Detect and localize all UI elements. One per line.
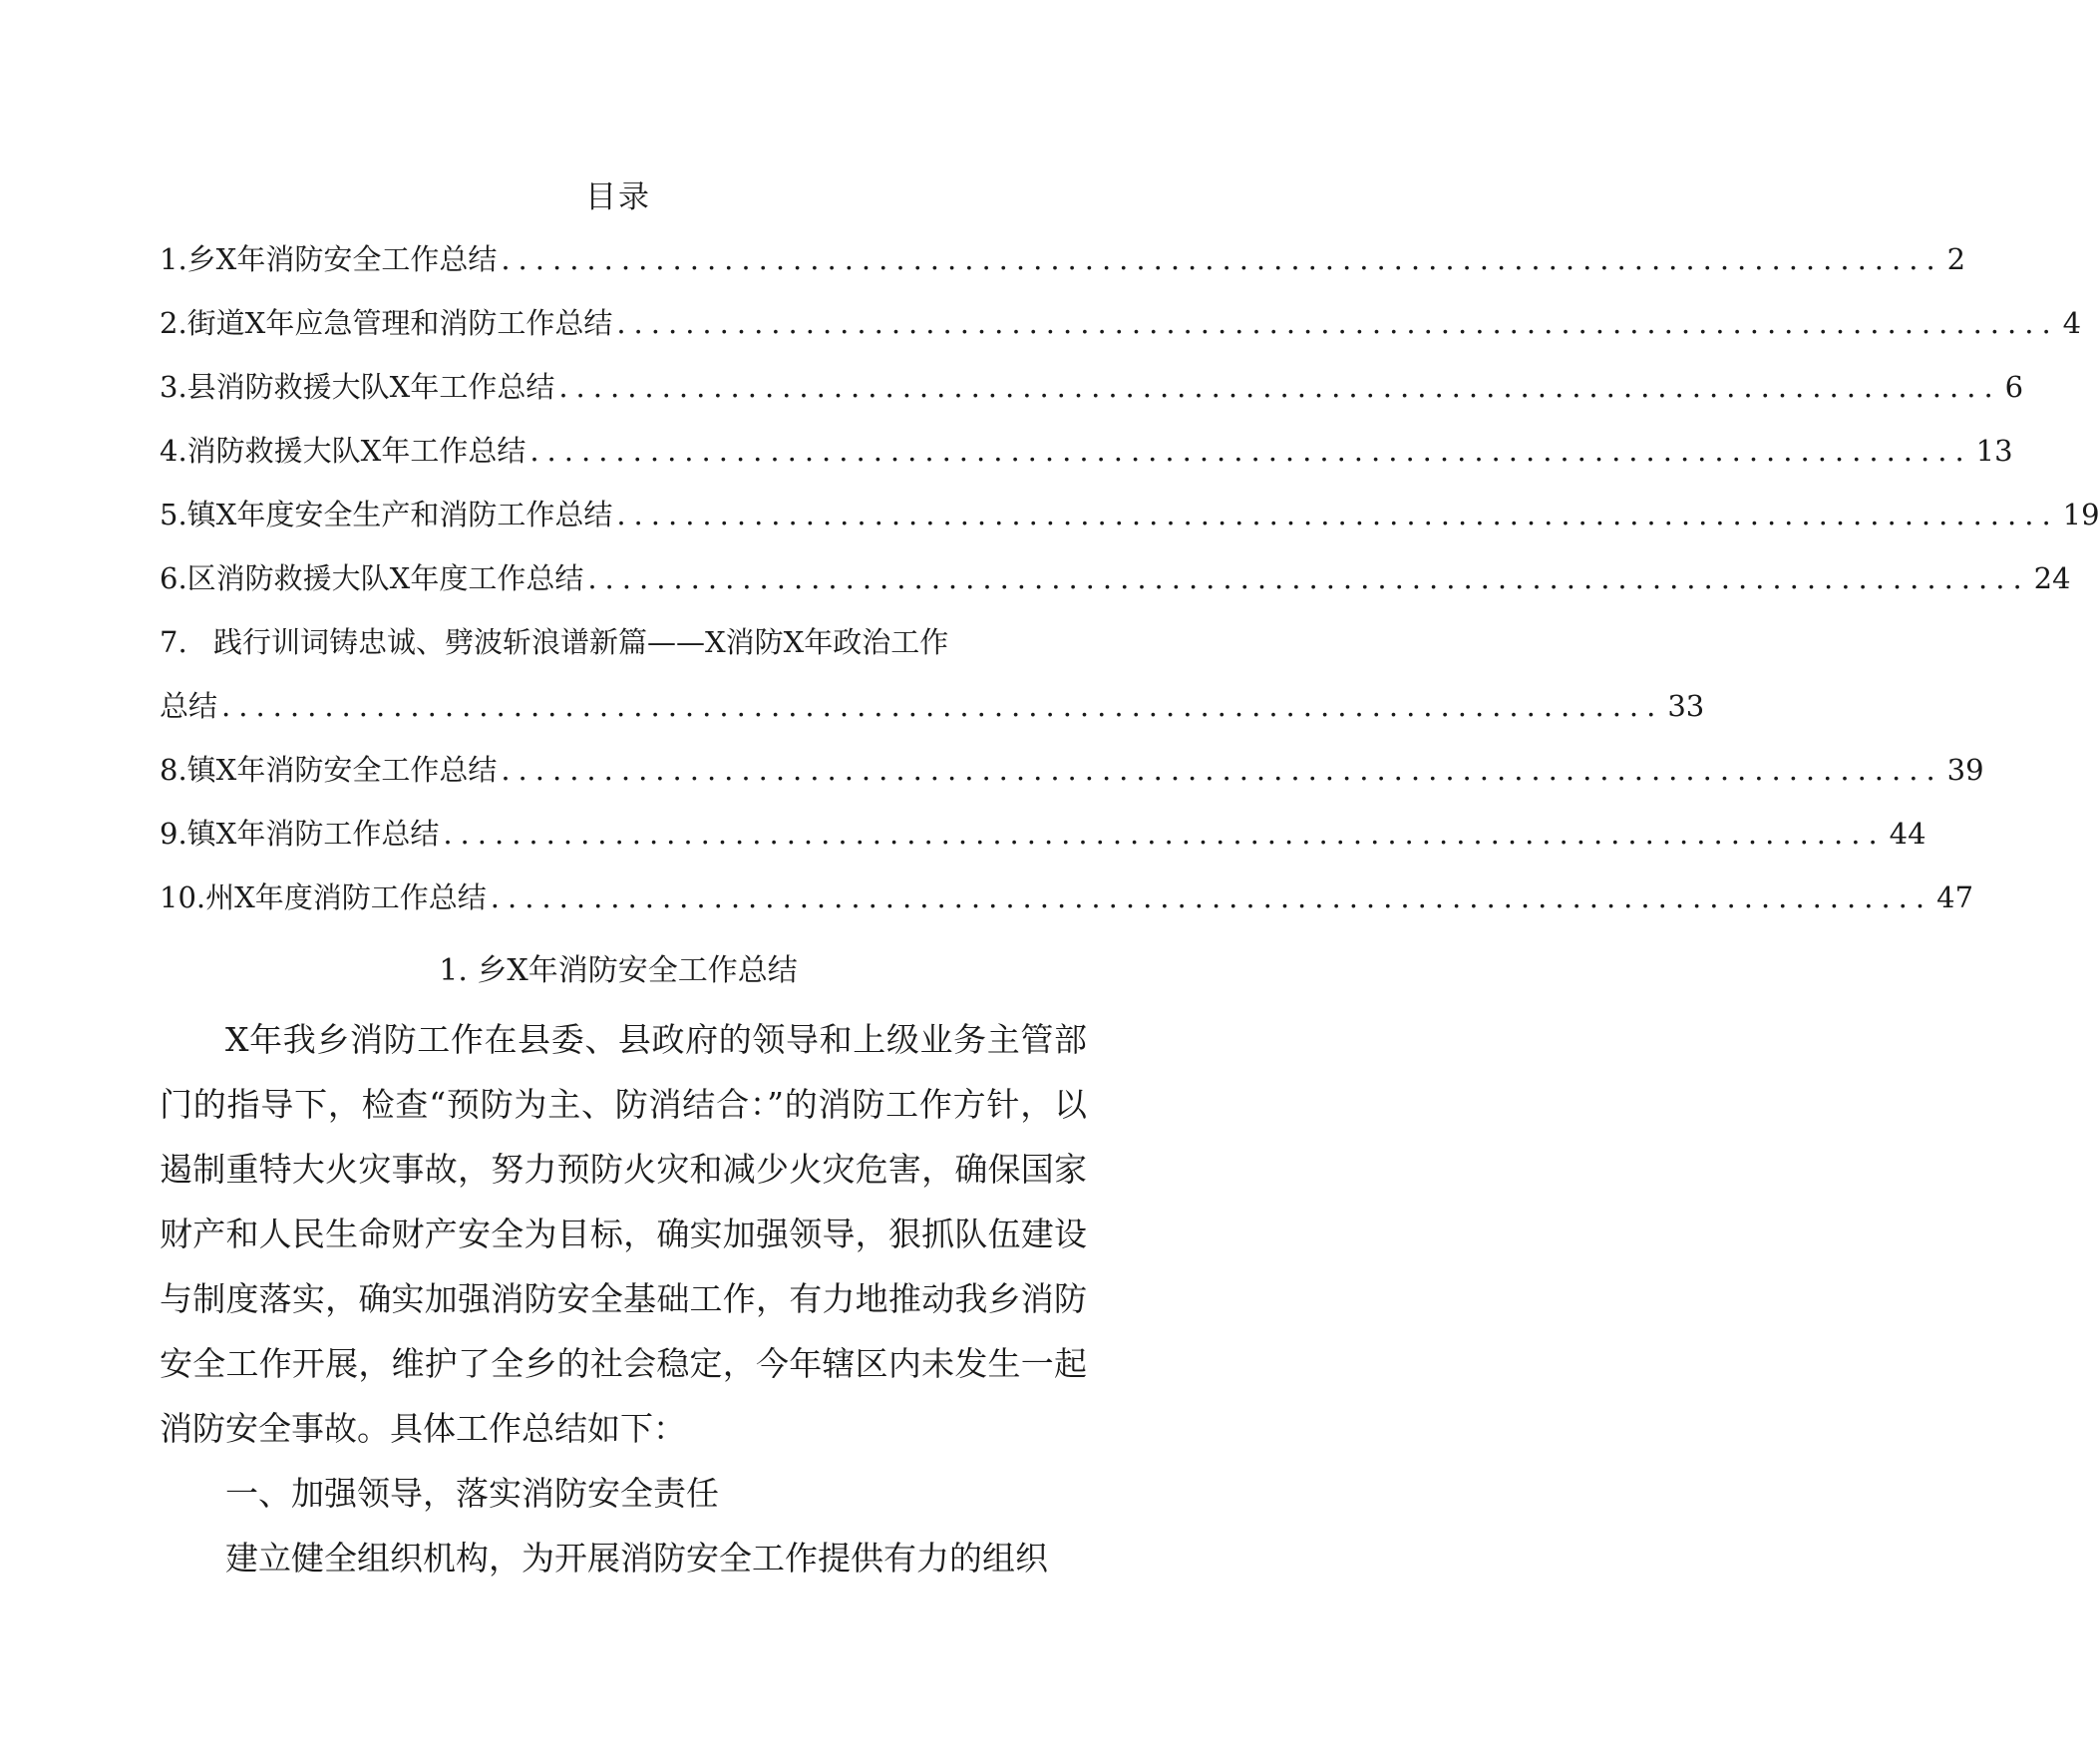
toc-entry-3[interactable] [160, 365, 2024, 429]
body-paragraph: X年我乡消防工作在县委、县政府的领导和上级业务主管部门的指导下，检查“预防为主、防消结合：”的消防工作方针，以遏制重特大火灾事故，努力预防火灾和减少火灾危害，确保国家财产和人民生命财产安全为目标，确实加强领导，狠抓队伍建设与制度落实，确实加强消防安全基础工作，有力地推动我乡消防安全工作开展，维护了全乡的社会稳定，今年辖区内未发生一起消防安全事故。具体工作总结如下： [160, 1020, 1087, 1448]
toc-leader-dots: .................................................................................... [490, 880, 1933, 914]
toc-entry-number: 9. [160, 817, 187, 851]
toc-entry-page: 4 [2062, 306, 2082, 340]
toc-entry-8[interactable] [160, 748, 1984, 812]
toc-entry-text: 街道X年应急管理和消防工作总结 [186, 306, 613, 340]
toc-entry-page: 19 [2062, 498, 2100, 531]
toc-entry-page: 44 [1889, 817, 1926, 851]
toc-leader-dots: .................................................................................... [221, 689, 1664, 723]
toc-entry-5[interactable] [160, 493, 2100, 556]
toc-entry-4[interactable] [160, 429, 2013, 493]
toc-entry-number: 6. [160, 561, 187, 595]
body-paragraph: 建立健全组织机构，为开展消防安全工作提供有力的组织 [225, 1539, 1048, 1577]
toc-entry-text: 区消防救援大队X年度工作总结 [186, 561, 584, 595]
toc-title: 目录 [585, 179, 651, 215]
toc-entry-number: 4. [160, 434, 187, 468]
toc-entry-page: 39 [1946, 753, 1984, 787]
toc-entry-6[interactable] [160, 556, 2071, 620]
toc-entry-number: 5. [160, 498, 187, 531]
toc-leader-dots: .................................................................................... [616, 498, 2059, 531]
toc-entry-page: 47 [1936, 880, 1974, 914]
toc-leader-dots: .................................................................................... [443, 817, 1886, 851]
toc-entry-number: 3. [160, 370, 187, 404]
toc-entry-page: 2 [1946, 242, 1966, 276]
toc-leader-dots: .................................................................................... [616, 306, 2059, 340]
toc-entry-text: 镇X年度安全生产和消防工作总结 [186, 498, 613, 531]
toc-entry-number: 10. [160, 880, 206, 914]
toc-leader-dots: .................................................................................... [587, 561, 2030, 595]
toc-entry-7-line-2[interactable] [160, 684, 1705, 748]
toc-entry-page: 24 [2033, 561, 2071, 595]
toc-leader-dots: .................................................................................... [529, 434, 1972, 468]
table-of-contents [160, 237, 2100, 939]
toc-entry-number: 8. [160, 753, 187, 787]
section-body [160, 1007, 1087, 1590]
section-heading: 一、加强领导，落实消防安全责任 [225, 1474, 719, 1513]
toc-entry-text: 镇X年消防安全工作总结 [186, 753, 498, 787]
toc-entry-page: 33 [1667, 689, 1705, 723]
toc-entry-number: 2. [160, 306, 187, 340]
toc-entry-text: 践行训词铸忠诚、劈波斩浪谱新篇——X消防X年政治工作 [213, 625, 949, 659]
toc-entry-text: 州X年度消防工作总结 [205, 880, 487, 914]
toc-entry-10[interactable] [160, 875, 1974, 939]
toc-leader-dots: .................................................................................... [501, 753, 1943, 787]
toc-entry-text-continued: 总结 [160, 689, 218, 723]
toc-entry-text: 镇X年消防工作总结 [186, 817, 440, 851]
toc-entry-text: 消防救援大队X年工作总结 [186, 434, 526, 468]
toc-entry-number: 1. [160, 242, 187, 276]
toc-entry-7-line-1[interactable] [160, 620, 1205, 684]
toc-leader-dots: .................................................................................... [501, 242, 1943, 276]
toc-entry-page: 13 [1975, 434, 2013, 468]
toc-entry-1[interactable] [160, 237, 1966, 301]
toc-entry-2[interactable] [160, 301, 2082, 365]
toc-entry-text: 乡X年消防安全工作总结 [186, 242, 498, 276]
toc-entry-number: 7. [160, 625, 187, 659]
toc-entry-9[interactable] [160, 812, 1926, 875]
toc-entry-text: 县消防救援大队X年工作总结 [186, 370, 555, 404]
toc-entry-page: 6 [2004, 370, 2024, 404]
section-title: 1. 乡X年消防安全工作总结 [439, 953, 798, 988]
toc-leader-dots: .................................................................................... [558, 370, 2001, 404]
